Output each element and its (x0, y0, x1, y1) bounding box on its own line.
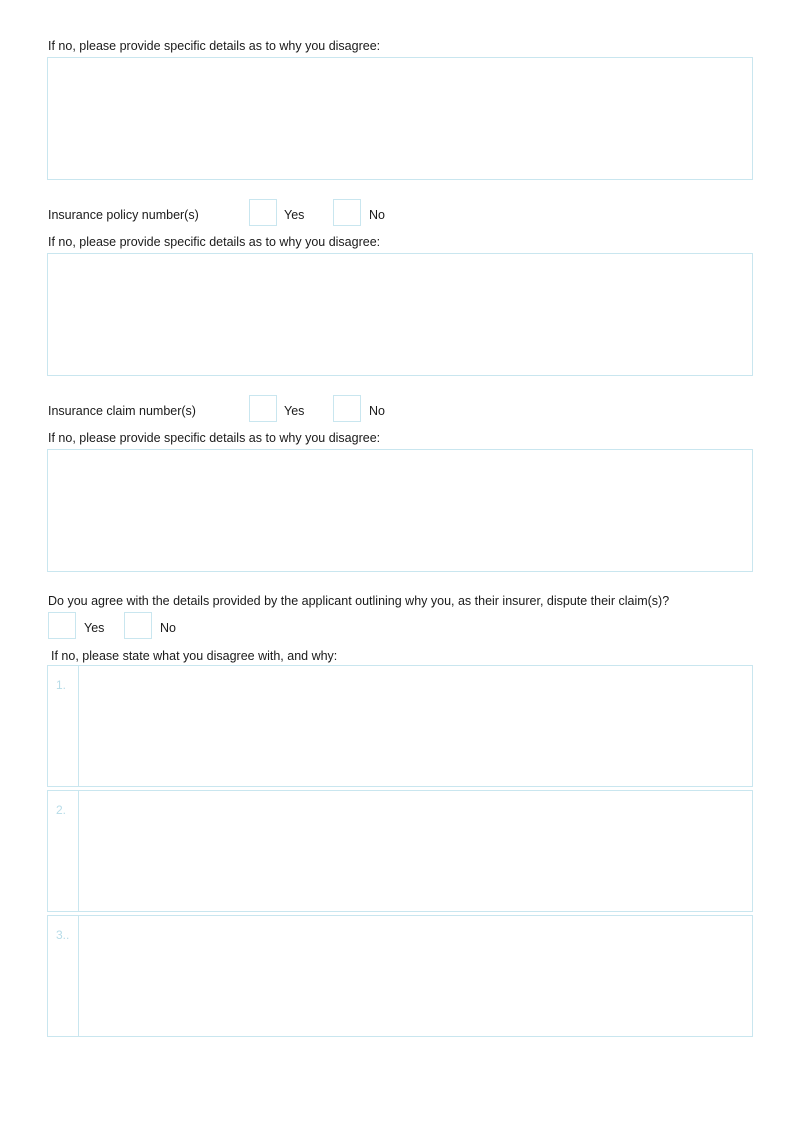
policy-detail-prompt: If no, please provide specific details as to why you disagree: (48, 235, 381, 249)
reason-number: 1. (56, 678, 67, 692)
claim-no-checkbox[interactable] (333, 395, 361, 422)
reason-number: 3.. (56, 928, 70, 942)
policy-number-label: Insurance policy number(s) (48, 208, 199, 222)
claim-yes-checkbox[interactable] (249, 395, 277, 422)
claim-detail-textarea[interactable] (47, 449, 753, 572)
agree-question: Do you agree with the details provided by the applicant outlining why you, as their insurer, dispute their claim(s)? (48, 594, 670, 608)
policy-yes-label: Yes (284, 208, 305, 222)
claim-no-label: No (369, 404, 385, 418)
claim-detail-prompt: If no, please provide specific details as to why you disagree: (48, 431, 381, 445)
agree-detail-prompt: If no, please state what you disagree with, and why: (51, 649, 338, 663)
reason-box-2[interactable] (47, 790, 753, 912)
claim-yes-label: Yes (284, 404, 305, 418)
agree-no-label: No (160, 621, 176, 635)
agree-yes-label: Yes (84, 621, 105, 635)
policy-no-label: No (369, 208, 385, 222)
reason-box-3[interactable] (47, 915, 753, 1037)
reason-number-cell (48, 666, 79, 786)
section1-detail-prompt: If no, please provide specific details as to why you disagree: (48, 39, 381, 53)
policy-no-checkbox[interactable] (333, 199, 361, 226)
agree-yes-checkbox[interactable] (48, 612, 76, 639)
policy-detail-textarea[interactable] (47, 253, 753, 376)
section1-detail-textarea[interactable] (47, 57, 753, 180)
reason-box-1[interactable] (47, 665, 753, 787)
reason-number-cell (48, 916, 79, 1036)
policy-yes-checkbox[interactable] (249, 199, 277, 226)
claim-number-label: Insurance claim number(s) (48, 404, 196, 418)
reason-number: 2. (56, 803, 67, 817)
reason-number-cell (48, 791, 79, 911)
agree-no-checkbox[interactable] (124, 612, 152, 639)
